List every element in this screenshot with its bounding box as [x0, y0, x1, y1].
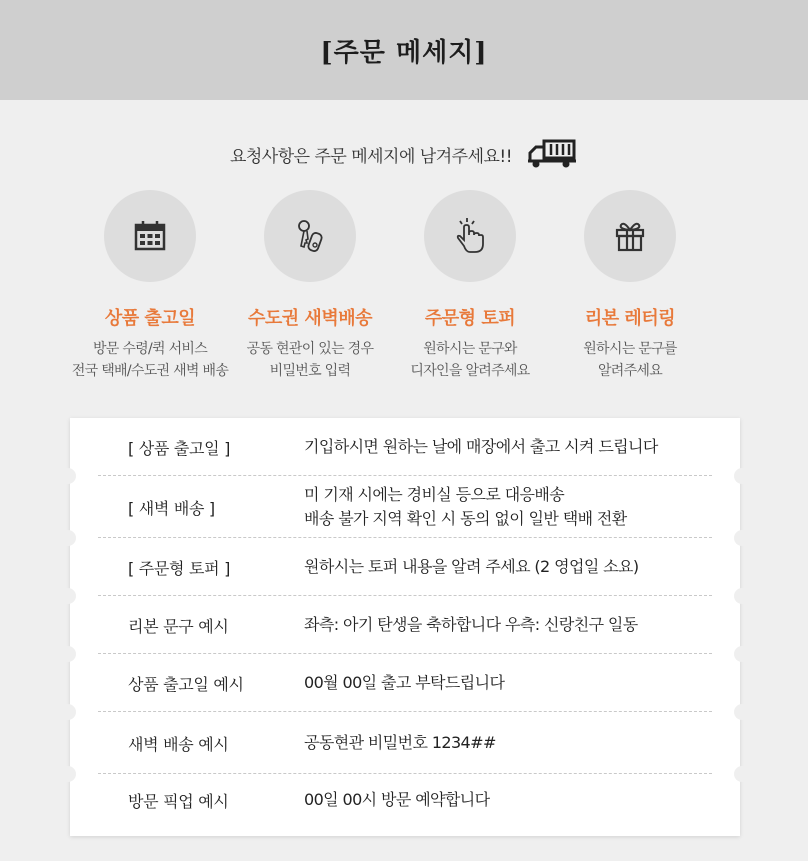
table-row [70, 418, 740, 476]
feature-list [60, 190, 760, 390]
feature-title: 리본 레터링 [584, 308, 676, 329]
feature-icon-circle [104, 190, 196, 282]
feature-item-shipping-date [60, 190, 240, 382]
table-row [70, 774, 740, 826]
feature-desc-line: 공동 현관이 있는 경우 [246, 341, 374, 357]
notice-banner [0, 138, 808, 170]
row-label: 상품 출고일 예시 [128, 674, 244, 694]
row-value-line: 미 기재 시에는 경비실 등으로 대응배송 [304, 485, 565, 504]
feature-desc-line: 전국 택배/수도권 새벽 배송 [71, 363, 229, 379]
row-value: 좌측: 아기 탄생을 축하합니다 우측: 신랑친구 일동 [304, 615, 638, 634]
feature-icon-circle [424, 190, 516, 282]
feature-item-dawn-delivery [220, 190, 400, 382]
row-value: 00일 00시 방문 예약합니다 [304, 790, 490, 809]
table-row [70, 654, 740, 712]
order-message-guide-table [70, 418, 740, 836]
feature-title: 상품 출고일 [104, 308, 196, 329]
row-label: 리본 문구 예시 [128, 616, 229, 636]
feature-description [540, 338, 720, 382]
tap-hand-icon [450, 216, 490, 256]
notice-text: 요청사항은 주문 메세지에 남겨주세요!! [229, 146, 513, 167]
keys-icon [290, 216, 330, 256]
row-label: 새벽 배송 예시 [128, 734, 229, 754]
table-row [70, 476, 740, 538]
feature-description [380, 338, 560, 382]
table-row [70, 712, 740, 774]
feature-item-custom-topper [380, 190, 560, 382]
row-value [304, 483, 627, 531]
row-value-line: 배송 불가 지역 확인 시 동의 없이 일반 택배 전환 [304, 509, 627, 528]
calendar-icon [130, 216, 170, 256]
gift-icon [610, 216, 650, 256]
page-header [0, 0, 808, 100]
feature-desc-line: 알려주세요 [597, 363, 663, 379]
row-label: [ 상품 출고일 ] [128, 438, 231, 458]
feature-desc-line: 원하시는 문구와 [423, 341, 517, 357]
row-label: 방문 픽업 예시 [128, 791, 229, 811]
row-value: 공동현관 비밀번호 1234## [304, 733, 496, 752]
feature-title: 주문형 토퍼 [424, 308, 516, 329]
feature-item-ribbon-lettering [540, 190, 720, 382]
row-label: [ 주문형 토퍼 ] [128, 558, 231, 578]
row-value: 00월 00일 출고 부탁드립니다 [304, 673, 505, 692]
row-label: [ 새벽 배송 ] [128, 498, 215, 518]
feature-description [220, 338, 400, 382]
feature-description [60, 338, 240, 382]
feature-desc-line: 방문 수령/퀵 서비스 [92, 341, 208, 357]
feature-icon-circle [584, 190, 676, 282]
feature-desc-line: 디자인을 알려주세요 [410, 363, 530, 379]
feature-desc-line: 비밀번호 입력 [269, 363, 351, 379]
feature-desc-line: 원하시는 문구를 [583, 341, 677, 357]
row-value: 기입하시면 원하는 날에 매장에서 출고 시켜 드립니다 [304, 437, 658, 456]
row-value: 원하시는 토퍼 내용을 알려 주세요 (2 영업일 소요) [304, 557, 639, 576]
delivery-truck-icon [526, 139, 578, 169]
table-row [70, 596, 740, 654]
page-title: [주문 메세지] [320, 37, 488, 68]
feature-title: 수도권 새벽배송 [248, 308, 372, 329]
table-row [70, 538, 740, 596]
feature-icon-circle [264, 190, 356, 282]
